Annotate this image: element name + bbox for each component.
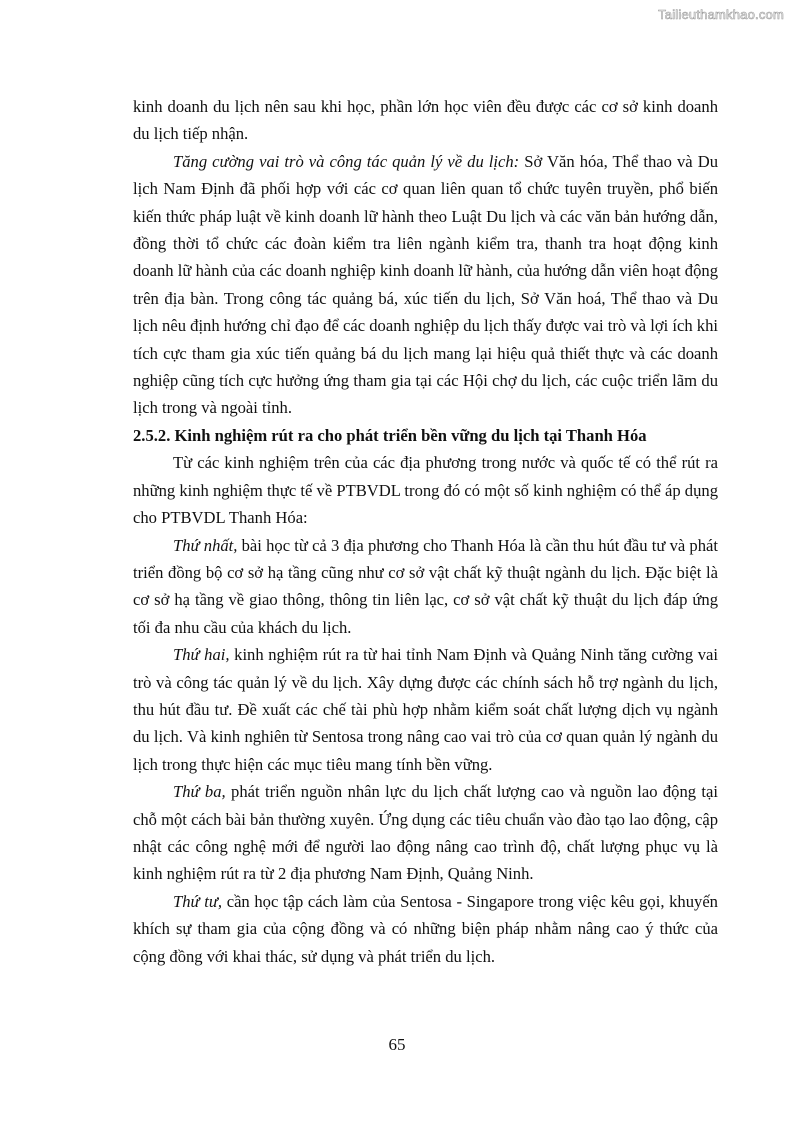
paragraph-text: cần học tập cách làm của Sentosa - Singapore trong việc kêu gọi, khuyến khích sự tham gia của cộng đồng và có những biện pháp nhằm nâng cao ý thức của cộng đồng với khai thác, sử dụng và phát triển du lịch. [133,891,718,966]
paragraph-lead: Thứ ba, [173,782,226,802]
page-number: 65 [388,1035,406,1054]
paragraph-text: bài học từ cả 3 địa phương cho Thanh Hóa là cần thu hút đầu tư và phát triển đồng bộ cơ sở hạ tầng cũng như cơ sở vật chất kỹ thuật ngành du lịch. Đặc biệt là cơ sở hạ tầng về giao thông, thông tin liên lạc, cơ sở vật chất kỹ thuật du lịch đáp ứng tối đa nhu cầu của khách du lịch. [133,535,719,637]
paragraph-text: Sở Văn hóa, Thể thao và Du lịch Nam Định đã phối hợp với các cơ quan liên quan tổ chức tuyên truyền, phổ biến kiến thức pháp luật về kinh doanh lữ hành theo Luật Du lịch và các văn bản hướng dẫn, đồng thời tổ chức các đoàn kiểm tra liên ngành kiểm tra, thanh tra hoạt động kinh doanh lữ hành của các doanh nghiệp kinh doanh lữ hành, của hướng dẫn viên hoạt động trên địa bàn. Trong công tác quảng bá, xúc tiến du lịch, Sở Văn hoá, Thể thao và Du lịch nêu định hướng chỉ đạo để các doanh nghiệp du lịch thấy được vai trò và lợi ích khi tích cực tham gia xúc tiến quảng bá du lịch mang lại hiệu quả thiết thực và các doanh nghiệp cũng tích cực hưởng ứng tham gia tại các Hội chợ du lịch, các cuộc triển lãm du lịch trong và ngoài tỉnh. [133,151,718,418]
paragraph-text: Từ các kinh nghiệm trên của các địa phương trong nước và quốc tế có thể rút ra những kinh nghiệm thực tế về PTBVDL trong đó có một số kinh nghiệm có thể áp dụng cho PTBVDL Thanh Hóa: [133,453,718,528]
paragraph-lead: Tăng cường vai trò và công tác quản lý về du lịch: [173,151,520,171]
watermark-text: Tailieuthamkhao.com [658,7,784,22]
paragraph-text: kinh nghiệm rút ra từ hai tỉnh Nam Định và Quảng Ninh tăng cường vai trò và công tác quản lý về du lịch. Xây dựng được các chính sách hỗ trợ ngành du lịch, thu hút đầu tư. Đề xuất các chế tài phù hợp nhằm kiểm soát chất lượng dịch vụ ngành du lịch. Và kinh nghiên từ Sentosa trong nâng cao vai trò của cơ quan quản lý ngành du lịch trong thực hiện các mục tiêu mang tính bền vững. [133,645,719,774]
section-heading: 2.5.2. Kinh nghiệm rút ra cho phát triển bền vững du lịch tại Thanh Hóa [133,425,647,445]
paragraph-lead: Thứ tư, [173,891,223,911]
paragraph-continuation [133,93,718,148]
paragraph-text: kinh doanh du lịch nên sau khi học, phần lớn học viên đều được các cơ sở kinh doanh du lịch tiếp nhận. [133,97,718,144]
paragraph-lead: Thứ nhất, [173,535,238,555]
paragraph-management-role [133,148,718,422]
paragraph-fourth [133,888,718,970]
paragraph-text: phát triển nguồn nhân lực du lịch chất lượng cao và nguồn lao động tại chỗ một cách bài bản thường xuyên. Ứng dụng các tiêu chuẩn vào đào tạo lao động, cập nhật các công nghệ mới để người lao động nâng cao trình độ, chất lượng phục vụ là kinh nghiệm rút ra từ 2 địa phương Nam Định, Quảng Ninh. [133,782,719,884]
paragraph-third [133,778,718,888]
document-body [133,93,718,970]
paragraph-first [133,532,718,642]
paragraph-second [133,641,718,778]
paragraph-intro [133,449,718,531]
paragraph-lead: Thứ hai, [173,645,230,665]
